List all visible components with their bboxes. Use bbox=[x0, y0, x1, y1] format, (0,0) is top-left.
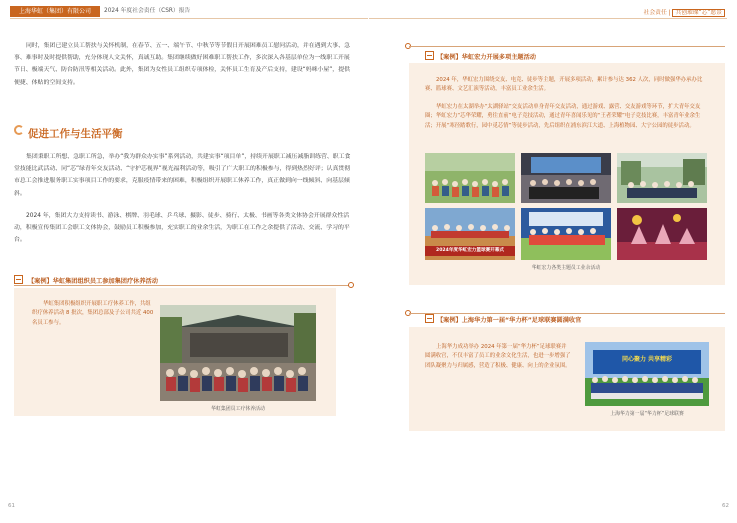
case2-divider bbox=[409, 46, 725, 47]
section-title: 促进工作与生活平衡 bbox=[28, 128, 123, 140]
header-divider bbox=[10, 18, 368, 19]
header-right-prefix: 社会责任 bbox=[643, 10, 667, 16]
case1-divider bbox=[14, 285, 350, 286]
case1-title: 【案例】华虹集团组织员工参加集团疗休养活动 bbox=[28, 278, 158, 285]
case2-title: 【案例】华虹宏力开展多项主题活动 bbox=[437, 54, 536, 61]
case2-text-1: 2024 年，华虹宏力围绕交友、电竞、徒步等主题，开展多项活动，累计参与达 362 人次，同时做强华办承办比赛、篮球赛、文艺汇演等活动，丰富员工业余生活。 bbox=[425, 77, 703, 93]
activity-photo-2 bbox=[521, 153, 611, 203]
activity-photo-5 bbox=[521, 208, 611, 260]
header-right-sep: | bbox=[668, 10, 671, 16]
case1-caption: 华虹集团员工疗休养活动 bbox=[211, 406, 265, 412]
case2-caption: 华虹宏力各类主题员工业余活动 bbox=[531, 265, 601, 271]
photo-banner-text: 2024年度华虹宏力篮球赛开幕式 bbox=[436, 248, 504, 253]
header-divider-right bbox=[369, 18, 727, 19]
page-number-right: 62 bbox=[722, 503, 729, 509]
right-page bbox=[369, 0, 737, 523]
intro-paragraph: 同时，集团已建立员工帮扶与关怀机制，在春节、五一、端午节、中秋节等节假日开展困难员工慰问活动，并在遇到大事、急事、难事时及时提供帮助，充分体现人文关怀，真诚互助。集团继续做好困难职工帮扶工作，多次深入各基层单位为一线职工开展节日、极端天气、防台防汛等相关活动。此外，集团为女性员工组织专项体检，关怀员工生育及产后支持，建设“妈咪小屋”，提供便捷、体贴的空间支持。 bbox=[14, 43, 350, 86]
header-right-text bbox=[644, 7, 725, 16]
activity-photo-6 bbox=[617, 208, 707, 260]
left-page bbox=[0, 0, 368, 523]
case3-divider bbox=[409, 313, 725, 314]
culture-paragraph: 2024 年，集团大力支持读书、游泳、棋牌、羽毛球、乒乓球、摄影、徒步、骑行、太极、书画等各类文体协会开展群众性活动，积极宣传集团工会职工文体协会，鼓励员工积极参加，充实职工的业余生活，为职工在工作之余提供了活动、交流、学习的平台。 bbox=[14, 213, 350, 244]
activity-photo-4 bbox=[425, 208, 515, 260]
case3-banner-text: 同心聚力 共享精彩 bbox=[621, 356, 673, 363]
case-icon bbox=[425, 314, 434, 323]
case1-text: 华虹集团积极组织开展职工疗休养工作，共组织疗休养活动 8 批次，集团总部及子公司共近 400 名员工参与。 bbox=[32, 301, 154, 326]
case1-photo bbox=[160, 305, 316, 401]
activity-photo-1 bbox=[425, 153, 515, 203]
report-title: 2024 年度社会责任（CSR）报告 bbox=[104, 8, 191, 14]
activity-photo-3 bbox=[617, 153, 707, 203]
page-number-left: 61 bbox=[8, 503, 15, 509]
case3-photo bbox=[585, 342, 709, 406]
case-icon bbox=[425, 51, 434, 60]
case1-divider-dot bbox=[348, 282, 354, 288]
section-icon bbox=[14, 125, 24, 135]
case2-text-2: 华虹宏力在太湖举办“太湖驿站”交友活动单身青年交友活动，通过游戏、露营、交友游戏等环节，扩大青年交友圈；华虹宏力“芯华荣耀，勇往直前”电子竞技活动，通过青年喜闻乐见的“王者荣耀”电子竞技比赛，丰富青年业余生活；开展“寒径踏歌行，园中觅芯情”等徒步活动，先后组织在浦东滨江大道、上海植物园、大宁公园的徒步活动。 bbox=[425, 104, 701, 129]
case3-title: 【案例】上海华力第一届“华力杯”足球联赛圆满收官 bbox=[437, 317, 582, 324]
case3-text: 上海华力成功举办 2024 年第一届“华力杯”足球联赛并圆满收官，不仅丰富了员工的业余文化生活，也进一步增强了团队凝聚力与归属感，营造了积极、健康、向上的企业氛围。 bbox=[425, 344, 571, 369]
balance-paragraph: 集团秉职工所想、急职工所急，举办“我为群众办实事”系列活动，共建实事“项目单”，持续开展职工减压减脂训练营、职工食堂技能比武活动、同“芯”绿青年交友活动、“守护芯视界”视光福利活动等，吸引了广大职工的积极参与，得到热烈好评；认真贯彻市总工会推进服务职工实事项目工作的要求，克服疫情带来的困难，积极组织开展职工休养工作，真正做到向一线倾斜、向基层倾斜。 bbox=[14, 154, 351, 197]
company-tag: 上海华虹（集团）有限公司 bbox=[10, 6, 100, 17]
case3-caption: 上海华力第一届“华力杯”足球联赛 bbox=[610, 411, 684, 417]
header-right-highlight: 共创璀璨“芯”愿景 bbox=[672, 9, 725, 17]
case-icon bbox=[14, 275, 23, 284]
